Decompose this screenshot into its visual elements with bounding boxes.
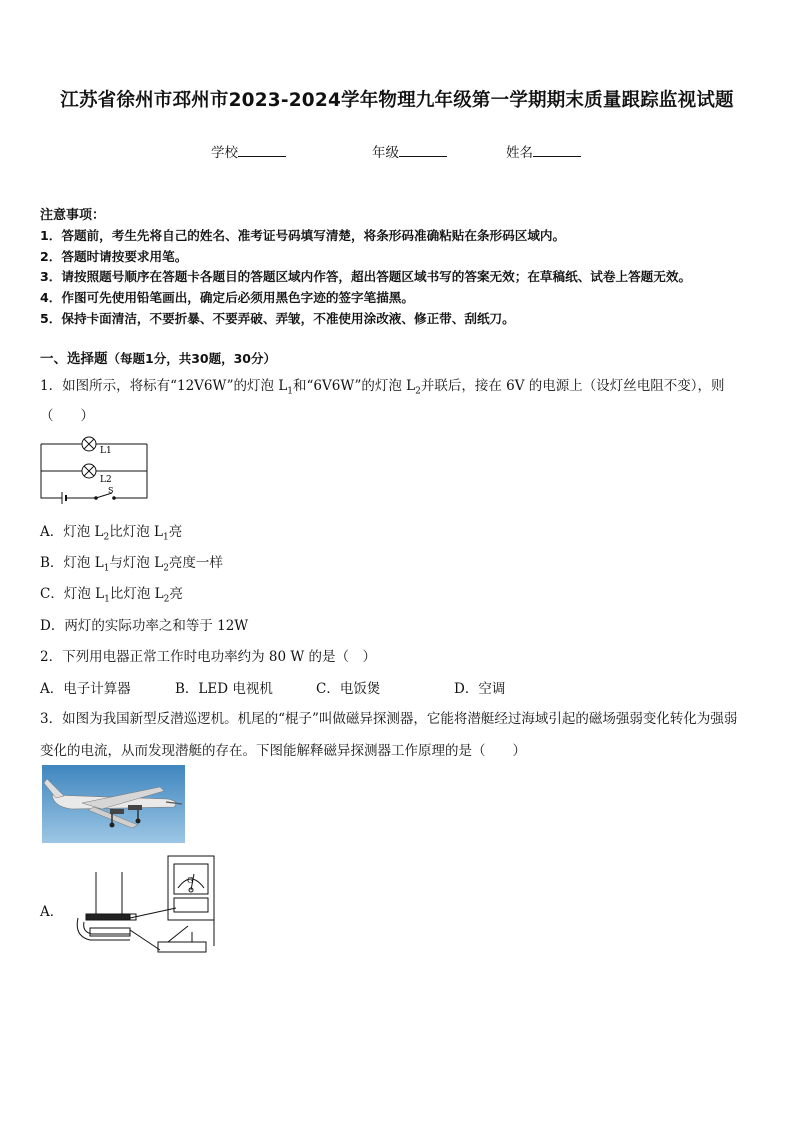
grade-field [372, 141, 447, 161]
school-blank [238, 144, 286, 157]
q3-stem-line1: 3．如图为我国新型反潜巡逻机。机尾的“棍子”叫做磁异探测器，它能将潜艇经过海域引起的磁场强弱变化转化为强弱 [40, 711, 738, 727]
horseshoe-magnet-icon [77, 918, 130, 940]
notes-heading: 注意事项： [40, 208, 106, 223]
school-field [211, 141, 286, 161]
q1-option-a[interactable]: A．灯泡 $L_2$比灯泡 $L_1$亮 [40, 524, 183, 543]
electromagnetic-induction-apparatus [64, 852, 216, 956]
patrol-aircraft-photo [42, 765, 185, 843]
q1-stem-line2: （ ） [40, 408, 94, 424]
note-item: 4．作图可先使用铅笔画出，确定后必须用黑色字迹的签字笔描黑。 [40, 290, 414, 305]
page-title: 江苏省徐州市邳州市2023-2024学年物理九年级第一学期期末质量跟踪监视试题 [60, 90, 734, 111]
name-label: 姓名 [506, 145, 533, 161]
q2-option-c[interactable]: C．电饭煲 [316, 681, 381, 697]
lamp-l1-label: L1 [100, 446, 112, 456]
section-detail: （每题1分，共30题，30分） [107, 351, 276, 366]
switch-label: S [108, 486, 114, 495]
q1-option-c[interactable]: C．灯泡 $L_1$比灯泡 $L_2$亮 [40, 586, 183, 605]
name-field [506, 141, 581, 161]
section-heading [40, 347, 276, 367]
grade-label: 年级 [372, 145, 399, 161]
grade-blank [399, 144, 447, 157]
name-blank [533, 144, 581, 157]
q2-stem: 2．下列用电器正常工作时电功率约为 80 W 的是（ ） [40, 649, 377, 665]
q2-option-d[interactable]: D．空调 [454, 681, 506, 697]
galvanometer-label: G [187, 876, 194, 885]
q1-stem-line1: 1．如图所示，将标有“12V6W”的灯泡 $L_1$和“6V6W”的灯泡 $L_2$并联后，接在 6V 的电源上（设灯丝电阻不变），则 [40, 378, 725, 397]
lamp-l2-label: L2 [100, 475, 112, 485]
section-label: 一、选择题 [40, 351, 108, 367]
note-item: 1．答题前，考生先将自己的姓名、准考证号码填写清楚，将条形码准确粘贴在条形码区域内。 [40, 228, 566, 243]
q2-option-a[interactable]: A．电子计算器 [40, 681, 131, 697]
note-item: 3．请按照题号顺序在答题卡各题目的答题区域内作答，超出答题区域书写的答案无效；在草稿纸、试卷上答题无效。 [40, 269, 692, 284]
q1-option-d[interactable]: D．两灯的实际功率之和等于 12W [40, 618, 249, 634]
note-item: 5．保持卡面清洁，不要折暴、不要弄破、弄皱，不准使用涂改液、修正带、刮纸刀。 [40, 311, 515, 326]
q1-option-b[interactable]: B．灯泡 $L_1$与灯泡 $L_2$亮度一样 [40, 555, 223, 574]
q3-stem-line2: 变化的电流，从而发现潜艇的存在。下图能解释磁异探测器工作原理的是（ ） [40, 743, 526, 759]
q3-option-a[interactable]: A． [40, 904, 64, 920]
q2-option-b[interactable]: B．LED 电视机 [175, 681, 273, 697]
school-label: 学校 [211, 145, 238, 161]
switch-base-icon [158, 942, 206, 952]
parallel-circuit-diagram [38, 432, 150, 504]
note-item: 2．答题时请按要求用笔。 [40, 249, 188, 264]
